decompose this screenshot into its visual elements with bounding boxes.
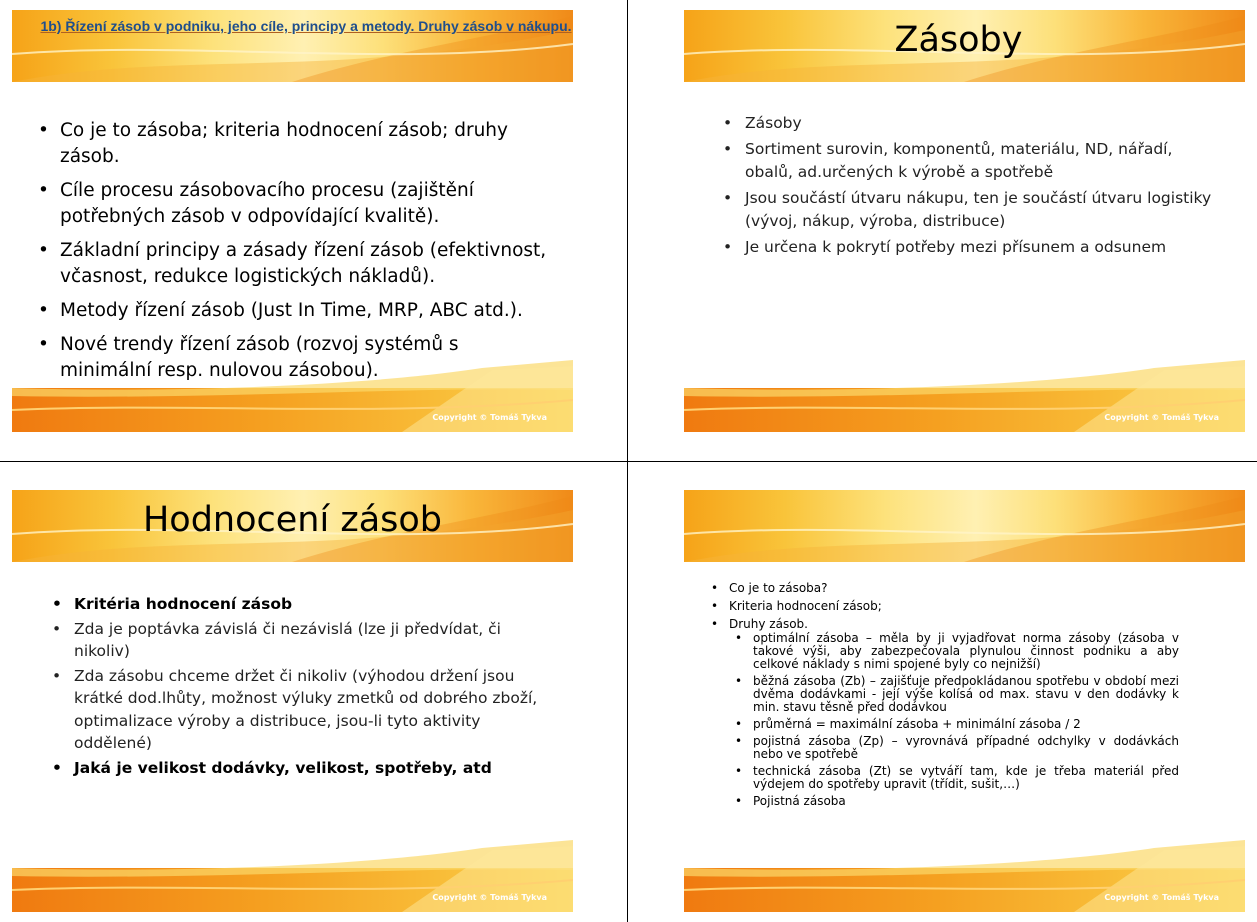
slide-title: Hodnocení zásob	[142, 500, 443, 540]
list-item: • Jaká je velikost dodávky, velikost, spotřeby, atd	[74, 757, 554, 780]
list-item: • Zda zásobu chceme držet či nikoliv (výhodou držení jsou krátké dod.lhůty, možnost výluky zmetků od dobrého zboží, optimalizace výroby a distribuce, jsou-li tyto aktivity oddělené)	[74, 665, 554, 755]
list-item: • Kritéria hodnocení zásob	[74, 593, 554, 616]
list-item-label: Druhy zásob.	[729, 617, 808, 631]
list-item	[729, 616, 1189, 808]
list-item: • Zda je poptávka závislá či nezávislá (lze ji předvídat, či nikoliv)	[74, 618, 554, 663]
copyright-text: Copyright © Tomáš Tykva	[1104, 413, 1219, 422]
sub-list-item: • běžná zásoba (Zb) – zajišťuje předpokládanou spotřebu v období mezi dvěma dodávkami - její výše kolísá od max. stavu v den dodávky k min. stavu těsně před dodávkou	[753, 675, 1179, 714]
list-item: • Co je to zásoba?	[729, 580, 1189, 596]
copyright-text: Copyright © Tomáš Tykva	[432, 413, 547, 422]
slide-title: 1b) Řízení zásob v podniku, jeho cíle, principy a metody. Druhy zásob v nákupu.	[40, 18, 572, 34]
bullet-list	[60, 118, 550, 392]
slide-2	[684, 10, 1245, 432]
sub-list-item: • průměrná = maximální zásoba + minimální zásoba / 2	[753, 718, 1179, 731]
sub-list-item: • optimální zásoba – měla by ji vyjadřovat norma zásoby (zásoba v takové výši, aby zabezpečovala plynulou činnost podniku a aby celkové náklady s nimi spojené byly co nejnižší)	[753, 632, 1179, 671]
slide-footer-banner	[12, 360, 573, 432]
slide-footer-banner	[12, 840, 573, 912]
sub-list-item: • pojistná zásoba (Zp) – vyrovnává případné odchylky v dodávkách nebo ve spotřebě	[753, 735, 1179, 761]
slide-1	[12, 10, 573, 432]
list-item: • Jsou součástí útvaru nákupu, ten je součástí útvaru logistiky (vývoj, nákup, výroba, distribuce)	[745, 187, 1225, 233]
copyright-text: Copyright © Tomáš Tykva	[432, 893, 547, 902]
sub-list-item: • technická zásoba (Zt) se vytváří tam, kde je třeba materiál před výdejem do spotřeby upravit (třídit, sušit,…)	[753, 765, 1179, 791]
list-item: • Co je to zásoba; kriteria hodnocení zásob; druhy zásob.	[60, 118, 550, 170]
list-item: • Kriteria hodnocení zásob;	[729, 598, 1189, 614]
list-item: • Sortiment surovin, komponentů, materiálu, ND, nářadí, obalů, ad.určených k výrobě a spotřebě	[745, 138, 1225, 184]
slide-4	[684, 490, 1245, 912]
list-item: • Zásoby	[745, 112, 1225, 135]
horizontal-divider	[0, 461, 1257, 462]
list-item: • Metody řízení zásob (Just In Time, MRP, ABC atd.).	[60, 298, 550, 324]
bullet-list	[745, 112, 1225, 262]
slide-footer-banner	[684, 840, 1245, 912]
copyright-text: Copyright © Tomáš Tykva	[1104, 893, 1219, 902]
slide-header-banner	[684, 490, 1245, 562]
list-item: • Základní principy a zásady řízení zásob (efektivnost, včasnost, redukce logistických nákladů).	[60, 238, 550, 290]
slide-title: Zásoby	[894, 20, 1023, 60]
sub-bullet-list	[753, 632, 1179, 808]
list-item: • Je určena k pokrytí potřeby mezi přísunem a odsunem	[745, 236, 1225, 259]
slide-footer-banner	[684, 360, 1245, 432]
bullet-list	[74, 593, 554, 781]
bullet-list	[729, 580, 1189, 812]
list-item: • Nové trendy řízení zásob (rozvoj systémů s minimální resp. nulovou zásobou).	[60, 332, 550, 384]
slide-3	[12, 490, 573, 912]
list-item: • Cíle procesu zásobovacího procesu (zajištění potřebných zásob v odpovídající kvalitě).	[60, 178, 550, 230]
sub-list-item: • Pojistná zásoba	[753, 795, 1179, 808]
